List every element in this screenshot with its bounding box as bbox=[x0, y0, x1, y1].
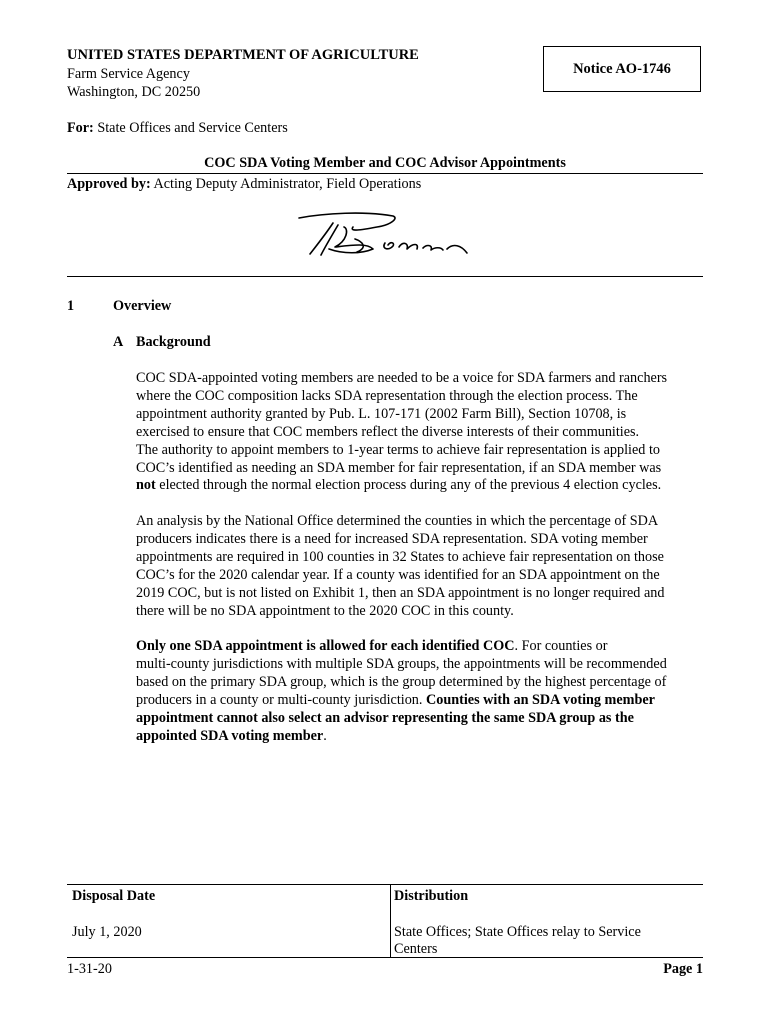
page-number: Page 1 bbox=[663, 961, 703, 977]
paragraph-line: appointment cannot also select an advisor representing the same SDA group as the bbox=[136, 709, 634, 726]
paragraph-line: there will be no SDA appointment to the 2020 COC in this county. bbox=[136, 602, 514, 619]
approved-line bbox=[67, 176, 421, 193]
emphasis-text: Counties with an SDA voting member bbox=[426, 691, 655, 708]
for-line bbox=[67, 120, 288, 137]
section-heading: Overview bbox=[113, 298, 172, 314]
paragraph-text: elected through the normal election process during any of the previous 4 election cycles. bbox=[155, 477, 662, 494]
paragraph-line: The authority to appoint members to 1-year terms to achieve fair representation is applied to bbox=[136, 441, 660, 458]
signature-rule bbox=[67, 276, 703, 277]
paragraph-line: multi-county jurisdictions with multiple SDA groups, the appointments will be recommended bbox=[136, 655, 667, 672]
paragraph-2 bbox=[136, 513, 704, 620]
paragraph-line: COC SDA-appointed voting members are needed to be a voice for SDA farmers and ranchers bbox=[136, 370, 668, 386]
paragraph-line: 2019 COC, but is not listed on Exhibit 1, then an SDA appointment is no longer required and bbox=[136, 584, 665, 601]
title-rule bbox=[67, 173, 703, 174]
paragraph-text: . bbox=[323, 727, 327, 744]
distribution-value-line2: Centers bbox=[394, 941, 438, 957]
for-label: For: bbox=[67, 120, 94, 136]
signature-image bbox=[295, 205, 475, 263]
approved-value: Acting Deputy Administrator, Field Operations bbox=[153, 176, 422, 192]
distribution-value-line1: State Offices; State Offices relay to Service bbox=[394, 924, 641, 940]
paragraph-line bbox=[136, 692, 704, 710]
paragraph-line bbox=[136, 638, 704, 656]
paragraph-text: producers in a county or multi-county jurisdiction. bbox=[136, 691, 426, 708]
paragraph-line: appointments are required in 100 counties in 32 States to achieve fair representation on those bbox=[136, 548, 664, 565]
agency-address: Washington, DC 20250 bbox=[67, 84, 201, 100]
footer-bottom-rule bbox=[67, 957, 703, 958]
approved-label: Approved by: bbox=[67, 176, 151, 192]
notice-number: Notice AO-1746 bbox=[573, 60, 671, 77]
agency-subname: Farm Service Agency bbox=[67, 66, 190, 82]
paragraph-line: COC’s for the 2020 calendar year. If a county was identified for an SDA appointment on the bbox=[136, 566, 660, 583]
subsection-letter: A bbox=[113, 334, 124, 350]
paragraph-line: exercised to ensure that COC members reflect the diverse interests of their communities. bbox=[136, 423, 640, 440]
notice-number-box bbox=[543, 46, 701, 92]
emphasis-not: not bbox=[136, 477, 156, 494]
paragraph-text: . For counties or bbox=[514, 638, 608, 654]
paragraph-line bbox=[136, 728, 704, 746]
footer-date: 1-31-20 bbox=[67, 961, 112, 977]
disposal-date-value: July 1, 2020 bbox=[72, 924, 142, 940]
for-value: State Offices and Service Centers bbox=[97, 120, 288, 136]
paragraph-line: producers indicates there is a need for increased SDA representation. SDA voting member bbox=[136, 530, 648, 547]
distribution-label: Distribution bbox=[394, 888, 469, 904]
paragraph-line: appointment authority granted by Pub. L. 107-171 (2002 Farm Bill), Section 10708, is bbox=[136, 405, 627, 422]
footer-divider bbox=[390, 884, 391, 957]
paragraph-3 bbox=[136, 638, 704, 745]
agency-name: UNITED STATES DEPARTMENT OF AGRICULTURE bbox=[67, 47, 419, 63]
paragraph-line bbox=[136, 477, 704, 495]
emphasis-text: Only one SDA appointment is allowed for each identified COC bbox=[136, 638, 515, 654]
paragraph-line: COC’s identified as needing an SDA member for fair representation, if an SDA member was bbox=[136, 459, 662, 476]
paragraph-line: An analysis by the National Office determined the counties in which the percentage of SDA bbox=[136, 513, 659, 529]
paragraph-line: based on the primary SDA group, which is the group determined by the highest percentage of bbox=[136, 673, 667, 690]
footer-top-rule bbox=[67, 884, 703, 885]
document-title: COC SDA Voting Member and COC Advisor Appointments bbox=[204, 155, 566, 171]
subsection-heading: Background bbox=[136, 334, 211, 350]
disposal-date-label: Disposal Date bbox=[72, 888, 156, 904]
section-number: 1 bbox=[67, 298, 75, 314]
paragraph-1 bbox=[136, 370, 704, 495]
emphasis-text: appointed SDA voting member bbox=[136, 727, 324, 744]
paragraph-line: where the COC composition lacks SDA representation through the election process. The bbox=[136, 387, 638, 404]
